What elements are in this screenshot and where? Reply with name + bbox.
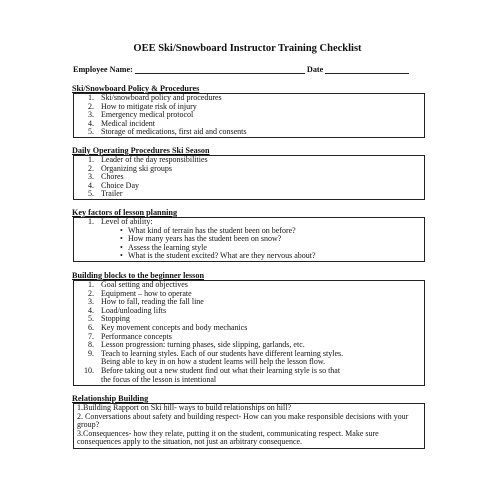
section-heading-key-factors: Key factors of lesson planning xyxy=(72,208,178,217)
section-heading-building-blocks: Building blocks to the beginner lesson xyxy=(72,271,205,280)
list-item: 5. Trailer xyxy=(88,189,123,199)
daily-list xyxy=(73,155,425,200)
list-item: 7. Performance concepts xyxy=(88,331,172,341)
list-item: 5. Stopping xyxy=(88,314,130,324)
list-item-continuation: the focus of the lesson is intentional xyxy=(101,374,217,384)
list-item: 1.Building Rapport on Ski hill- ways to build relationships on hill? xyxy=(77,403,291,412)
bullet-item: • What is the student excited? What are they nervous about? xyxy=(120,251,316,261)
list-item: 1. Goal setting and objectives xyxy=(88,280,188,289)
section-heading-daily: Daily Operating Procedures Ski Season xyxy=(72,146,210,155)
list-item: 4. Load/unloading lifts xyxy=(88,305,167,315)
bullet-item: • How many years has the student been on snow? xyxy=(120,234,282,244)
date-label: Date xyxy=(306,65,324,74)
list-item: 9. Teach to learning styles. Each of our students have different learning styles. xyxy=(88,348,344,358)
list-item: 2. How to mitigate risk of injury xyxy=(88,101,197,111)
list-item: 1. Level of ability: xyxy=(88,217,153,226)
list-item: 3. Chores xyxy=(88,172,124,182)
list-item: 1. Ski/snowboard policy and procedures xyxy=(88,93,222,102)
section-heading-relationship: Relationship Building xyxy=(72,394,149,403)
list-item: 4. Choice Day xyxy=(88,180,139,190)
policy-list xyxy=(73,93,425,138)
list-item: 3. Emergency medical protocol xyxy=(88,110,194,120)
employee-name-label: Employee Name: xyxy=(73,65,133,74)
list-item: 2. Equipment – how to operate xyxy=(88,288,192,298)
building-blocks-list xyxy=(73,280,425,386)
employee-row xyxy=(73,64,409,74)
list-item: 2. Organizing ski groups xyxy=(88,163,172,173)
list-item: 6. Key movement concepts and body mechanics xyxy=(88,322,248,332)
list-item: 1. Leader of the day responsibilities xyxy=(88,155,208,164)
bullet-item: • Assess the learning style xyxy=(120,242,207,252)
list-item: 10. Before taking out a new student find out what their learning style is so that xyxy=(84,365,341,375)
list-item: 4. Medical incident xyxy=(88,118,155,128)
list-item: 8. Lesson progression: turning phases, side slipping, garlands, etc. xyxy=(88,340,305,350)
employee-name-field[interactable] xyxy=(135,64,305,74)
key-factors-list xyxy=(73,217,425,262)
bullet-item: • What kind of terrain has the student been on before? xyxy=(120,225,296,235)
relationship-list xyxy=(73,403,425,449)
section-heading-policy: Ski/Snowboard Policy & Procedures xyxy=(72,84,200,93)
page-title: OEE Ski/Snowboard Instructor Training Checklist xyxy=(133,43,362,54)
list-item: 5. Storage of medications, first aid and consents xyxy=(88,127,247,137)
date-field[interactable] xyxy=(325,64,409,74)
list-item: 2. Conversations about safety and building respect- How can you make responsible decisions with your group? xyxy=(77,411,409,430)
list-item-continuation: Being able to key in on how a student learns will help the lesson flow. xyxy=(101,357,326,367)
list-item: 3.Consequences- how they relate, putting it on the student, communicating respect. Make sure consequences apply to the situation, not just an arbitrary consequence. xyxy=(77,428,379,447)
list-item: 3. How to fall, reading the fall line xyxy=(88,297,204,307)
